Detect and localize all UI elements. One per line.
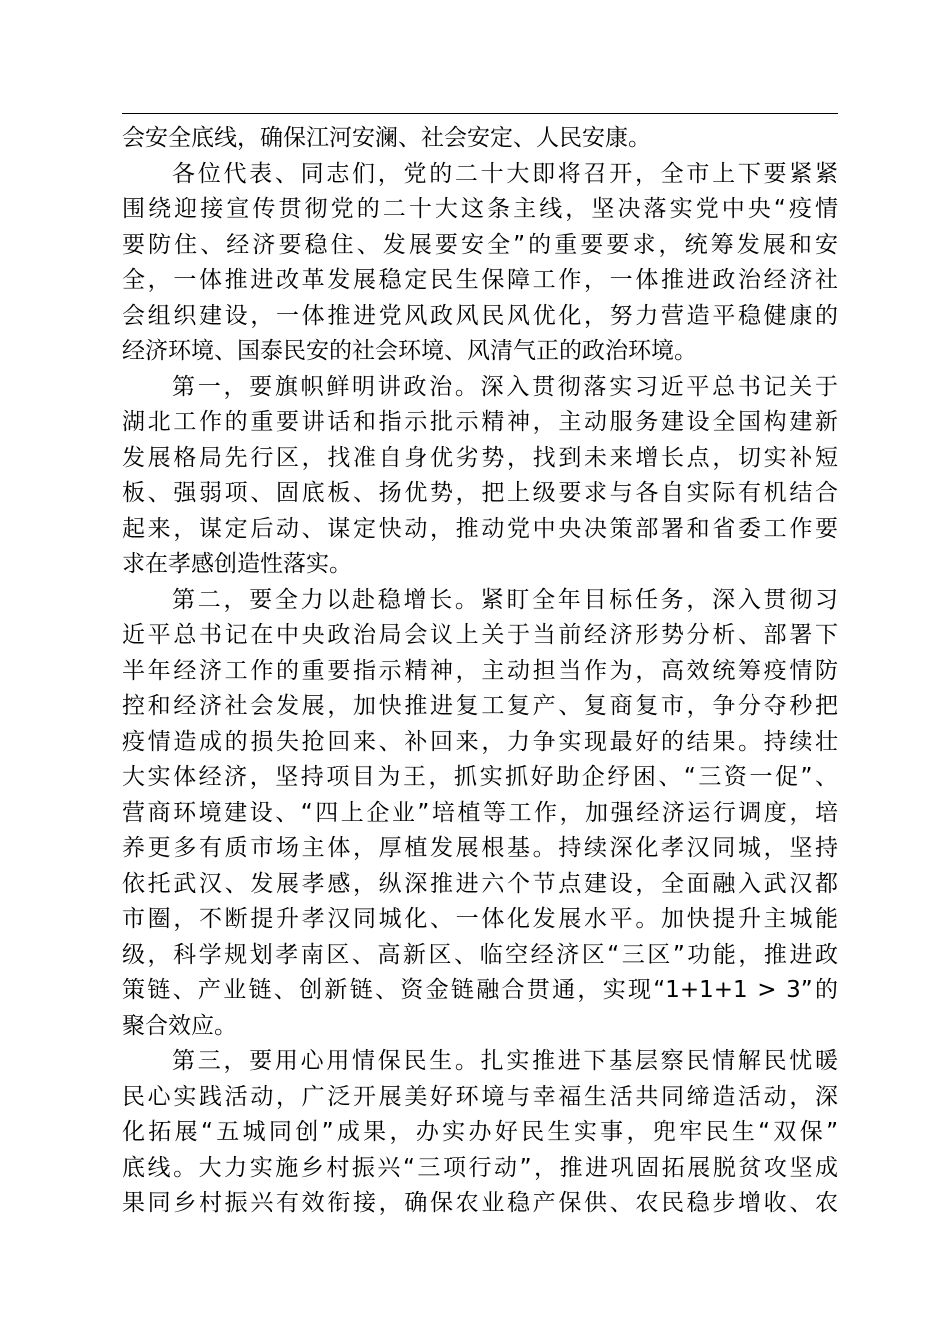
text-line: 民心实践活动，广泛开展美好环境与幸福生活共同缔造活动，深 <box>122 1083 838 1110</box>
header-rule <box>122 113 838 114</box>
text-line: 养更多有质市场主体，厚植发展根基。持续深化孝汉同城，坚持 <box>122 835 838 861</box>
text-line: 围绕迎接宣传贯彻党的二十大这条主线，坚决落实党中央“疫情 <box>122 196 838 222</box>
text-line: 全，一体推进改革发展稳定民生保障工作，一体推进政治经济社 <box>122 267 838 293</box>
text-line: 化拓展“五城同创”成果，办实办好民生实事，兜牢民生“双保” <box>122 1119 838 1145</box>
text-line: 第一，要旗帜鲜明讲政治。深入贯彻落实习近平总书记关于 <box>172 373 838 400</box>
text-line: 求在孝感创造性落实。 <box>122 551 352 577</box>
text-line: 经济环境、国泰民安的社会环境、风清气正的政治环境。 <box>122 338 697 364</box>
text-line: 控和经济社会发展，加快推进复工复产、复商复市，争分夺秒把 <box>122 693 838 719</box>
text-line: 各位代表、同志们，党的二十大即将召开，全市上下要紧紧 <box>172 160 838 187</box>
text-line: 会组织建设，一体推进党风政风民风优化，努力营造平稳健康的 <box>122 302 838 329</box>
text-line: 营商环境建设、“四上企业”培植等工作，加强经济运行调度，培 <box>122 799 838 826</box>
text-line: 依托武汉、发展孝感，纵深推进六个节点建设，全面融入武汉都 <box>122 870 838 897</box>
text-line: 级，科学规划孝南区、高新区、临空经济区“三区”功能，推进政 <box>122 941 838 968</box>
text-line: 近平总书记在中央政治局会议上关于当前经济形势分析、部署下 <box>122 622 838 648</box>
text-line: 要防住、经济要稳住、发展要安全”的重要要求，统筹发展和安 <box>122 231 838 258</box>
text-line: 疫情造成的损失抢回来、补回来，力争实现最好的结果。持续壮 <box>122 728 838 755</box>
text-line: 起来，谋定后动、谋定快动，推动党中央决策部署和省委工作要 <box>122 515 838 542</box>
text-line: 市圈，不断提升孝汉同城化、一体化发展水平。加快提升主城能 <box>122 906 838 932</box>
text-line: 大实体经济，坚持项目为王，抓实抓好助企纾困、“三资一促”、 <box>122 764 838 790</box>
text-line: 底线。大力实施乡村振兴“三项行动”，推进巩固拓展脱贫攻坚成 <box>122 1154 838 1181</box>
document-body <box>122 121 838 1222</box>
text-line: 板、强弱项、固底板、扬优势，把上级要求与各自实际有机结合 <box>122 480 838 506</box>
text-line: 发展格局先行区，找准自身优劣势，找到未来增长点，切实补短 <box>122 444 838 471</box>
text-line: 会安全底线，确保江河安澜、社会安定、人民安康。 <box>122 125 651 151</box>
text-line: 聚合效应。 <box>122 1012 237 1039</box>
text-line: 半年经济工作的重要指示精神，主动担当作为，高效统筹疫情防 <box>122 657 838 684</box>
text-line: 第三，要用心用情保民生。扎实推进下基层察民情解民忧暖 <box>172 1048 838 1074</box>
text-line: 策链、产业链、创新链、资金链融合贯通，实现“1+1+1 > 3”的 <box>122 977 838 1003</box>
text-line: 湖北工作的重要讲话和指示批示精神，主动服务建设全国构建新 <box>122 409 838 435</box>
text-line: 第二，要全力以赴稳增长。紧盯全年目标任务，深入贯彻习 <box>172 586 838 613</box>
text-line: 果同乡村振兴有效衔接，确保农业稳产保供、农民稳步增收、农 <box>122 1190 838 1216</box>
